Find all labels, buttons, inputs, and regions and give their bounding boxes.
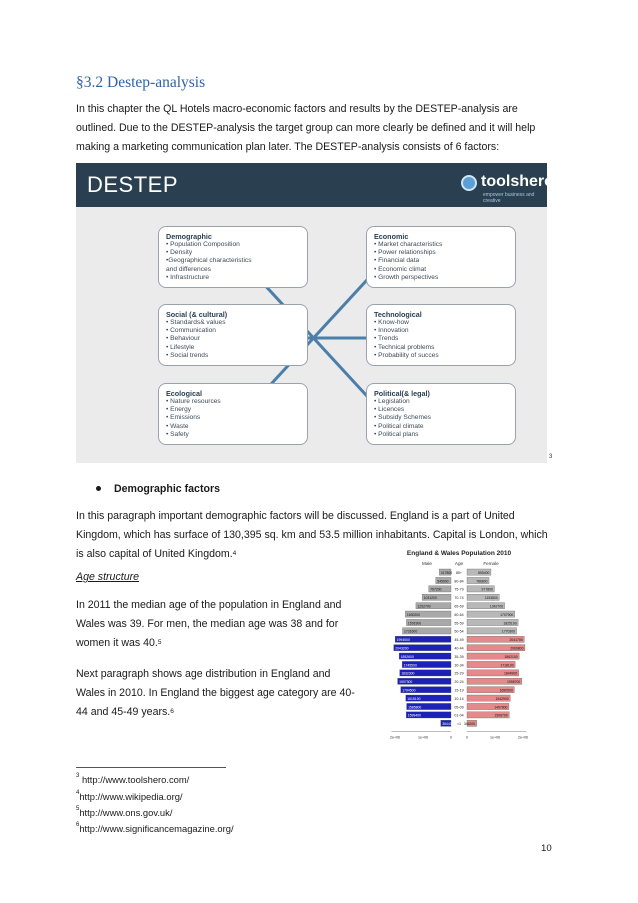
footnote-link[interactable]: http://www.ons.gov.uk/ (79, 807, 173, 818)
male-value-label: 1031200 (423, 596, 437, 601)
male-value-label: 1731600 (404, 629, 418, 634)
footnote-number: 4 (76, 790, 80, 796)
male-value-label: 1832300 (401, 671, 415, 676)
male-value-label: 1615100 (407, 696, 421, 701)
age-tick-label: 65-69 (454, 604, 464, 609)
male-value-label: 1994500 (396, 638, 410, 643)
box-item: • Nature resources (166, 398, 221, 405)
age-label: Age (454, 561, 464, 566)
box-title: Technological (374, 310, 422, 319)
age-tick-label: 40-44 (454, 646, 464, 651)
axis-tick-label: 0 (466, 735, 468, 740)
next-paragraph (76, 665, 358, 722)
male-value-label: 1591900 (407, 621, 422, 626)
female-value-label: 1825100 (503, 621, 517, 626)
box-item: • Safety (166, 430, 189, 438)
axis-tick-label: 2e+06 (389, 735, 401, 740)
male-value-label: 417800 (440, 570, 453, 575)
box-political (366, 383, 516, 445)
age-tick-label: 35-39 (454, 654, 464, 659)
box-item: • Political plans (374, 430, 419, 438)
box-title: Social (& cultural) (166, 310, 228, 319)
female-value-label: 855400 (478, 570, 490, 575)
box-technological (366, 304, 516, 366)
box-economic (366, 226, 516, 288)
female-value-label: 1862100 (504, 654, 518, 659)
box-item: • Technical problems (374, 343, 435, 351)
box-item: • Infrastructure (166, 273, 209, 281)
age-tick-label: 05-09 (454, 705, 464, 710)
female-value-label: 1718100 (500, 663, 514, 668)
footnote-number: 3 (76, 773, 80, 779)
box-item: • Licences (374, 406, 405, 414)
box-item: • Power relationships (374, 249, 436, 257)
box-item: • Density (166, 249, 193, 257)
figure-logo: toolshero (481, 173, 554, 190)
female-value-label: 1955700 (507, 680, 521, 685)
bullet-item (96, 483, 220, 495)
footnote-link[interactable]: http://www.significancemagazine.org/ (79, 823, 234, 834)
female-value-label: 1770300 (501, 629, 516, 634)
figure-title: DESTEP (87, 172, 179, 197)
box-item: • Know-how (374, 319, 409, 326)
box-title: Political(& legal) (374, 389, 430, 398)
box-item: • Lifestyle (166, 343, 195, 351)
male-value-label: 1630200 (406, 612, 421, 617)
median-paragraph (76, 596, 358, 653)
age-tick-label: 01-04 (454, 713, 464, 718)
female-value-label: 786800 (476, 579, 488, 584)
box-social (158, 304, 308, 366)
male-value-label: 545000 (437, 579, 449, 584)
axis-tick-label: 2e+06 (517, 735, 529, 740)
female-label: Female (483, 561, 499, 566)
male-value-label: 1745500 (403, 663, 417, 668)
male-value-label: 1252700 (417, 604, 431, 609)
age-tick-label: 10-14 (454, 696, 464, 701)
female-value-label: 977800 (481, 587, 493, 592)
footnote-6 (76, 823, 234, 834)
next-text: Next paragraph shows age distribution in England and Wales in 2010. In England the biggest age category are 40-44 and 45-49 years. (76, 668, 355, 718)
box-item: • Innovation (374, 327, 409, 335)
box-title: Economic (374, 232, 409, 241)
male-value-label: 1599400 (407, 713, 421, 718)
box-item: • Economic climat (374, 265, 427, 273)
male-label: Male (422, 561, 432, 566)
age-tick-label: 45-49 (454, 638, 464, 643)
box-ecological (158, 383, 308, 445)
female-value-label: 1690500 (499, 688, 513, 693)
male-value-label: 364400 (442, 722, 454, 727)
box-item: • Political climate (374, 422, 424, 430)
axis-tick-label: 0 (450, 735, 452, 740)
female-value-label: 1497800 (494, 705, 508, 710)
female-value-label: 346200 (463, 722, 476, 727)
box-item: • Energy (166, 406, 192, 414)
search-icon (461, 175, 477, 191)
figure-logo-tagline: empower business and creative (483, 192, 535, 204)
female-value-label: 1707900 (500, 612, 514, 617)
box-item: • Trends (374, 335, 399, 343)
male-value-label: 1794500 (402, 688, 416, 693)
female-value-label: 1542900 (495, 696, 509, 701)
section-heading: §3.2 Destep-analysis (76, 74, 206, 91)
bullet-label: Demographic factors (114, 483, 220, 495)
age-tick-label: 15-19 (454, 688, 464, 693)
age-tick-label: 55-59 (454, 621, 464, 626)
footnote-ref: 6 (170, 708, 174, 715)
box-item: • Social trends (166, 351, 209, 359)
male-value-label: 1852600 (400, 654, 414, 659)
box-title: Demographic (166, 232, 212, 241)
axis-tick-label: 1e+06 (417, 735, 429, 740)
box-item: • Subsidy Schemes (374, 414, 431, 422)
male-value-label: 2043200 (395, 646, 409, 651)
age-tick-label: 60-64 (454, 612, 464, 617)
footnote-3 (76, 774, 189, 785)
box-item: and differences (166, 265, 211, 273)
male-value-label: 1907300 (399, 680, 413, 685)
male-value-label: 797200 (430, 587, 442, 592)
age-structure-heading: Age structure (76, 571, 140, 583)
box-item: • Legislation (374, 398, 410, 405)
box-item: • Growth perspectives (374, 273, 439, 281)
age-tick-label: 20-24 (454, 680, 464, 685)
bullet-dot-icon (96, 486, 101, 491)
age-tick-label: 50-54 (454, 629, 464, 634)
age-tick-label: 75-79 (454, 587, 464, 592)
demographic-text: In this paragraph important demographic factors will be discussed. England is a part of United Kingdom, which has surface of 130,395 sq. km and 53.5 million inhabitants. Capital is London, which is also capital of United Kingdom. (76, 510, 548, 560)
age-tick-label: 70-74 (454, 596, 464, 601)
box-item: •Geographical characteristics (166, 257, 252, 265)
box-item: • Emissions (166, 414, 201, 422)
page-number: 10 (541, 843, 552, 854)
female-value-label: 1153800 (484, 596, 498, 601)
box-item: • Financial data (374, 257, 420, 265)
median-text: In 2011 the median age of the population in England and Wales was 39. For men, the median age was 38 and for women it was 40. (76, 599, 342, 649)
box-title: Ecological (166, 389, 202, 398)
female-value-label: 2041700 (509, 638, 523, 643)
chart-title: England & Wales Population 2010 (406, 550, 512, 557)
footnote-ref: 4 (232, 550, 237, 557)
female-value-label: 1342700 (489, 604, 504, 609)
female-value-label: 2069800 (510, 646, 524, 651)
intro-text: In this chapter the QL Hotels macro-economic factors and results by the DESTEP-analysis are outlined. Due to the DESTEP-analysis the target group can more clearly be defined and it will help making a marketing communication plan later. The DESTEP-analysis consists of 6 factors: (76, 103, 536, 153)
footnote-5 (76, 807, 172, 818)
age-tick-label: 30-34 (454, 663, 464, 668)
footnote-link[interactable]: http://www.toolshero.com/ (79, 774, 190, 785)
age-tick-label: 85+ (455, 570, 463, 575)
male-value-label: 1585800 (408, 705, 422, 710)
destep-figure (76, 163, 554, 463)
population-pyramid-chart (364, 546, 554, 746)
intro-paragraph (76, 100, 556, 157)
age-tick-label: 25-29 (454, 671, 464, 676)
footnote-ref: 5 (157, 639, 162, 646)
footnote-divider (76, 767, 226, 768)
age-tick-label: <1 (456, 722, 462, 727)
box-item: • Population Composition (166, 241, 240, 248)
box-item: • Market characteristics (374, 241, 443, 248)
box-item: • Behaviour (166, 335, 200, 343)
figure-footnote-ref: 3 (549, 454, 553, 460)
age-tick-label: 80-84 (454, 579, 464, 584)
footnote-number: 6 (76, 822, 80, 828)
footnote-link[interactable]: http://www.wikipedia.org/ (79, 791, 183, 802)
box-item: • Standards& values (166, 319, 226, 326)
female-value-label: 1844900 (503, 671, 518, 676)
footnote-4 (76, 791, 183, 802)
box-item: • Probability of succes (374, 351, 439, 359)
footnote-number: 5 (76, 806, 80, 812)
box-item: • Waste (166, 422, 189, 430)
box-item: • Communication (166, 327, 216, 335)
axis-tick-label: 1e+06 (489, 735, 501, 740)
female-value-label: 1506700 (494, 713, 508, 718)
box-demographic (158, 226, 308, 288)
